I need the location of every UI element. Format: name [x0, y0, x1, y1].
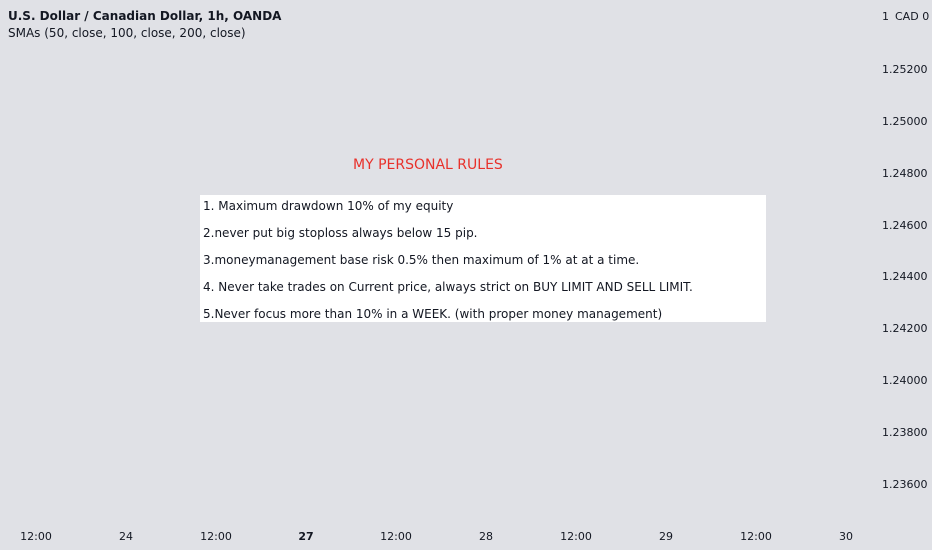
time-label: 30 [839, 530, 853, 543]
price-label: 1.23800 [882, 426, 928, 439]
time-label: 12:00 [20, 530, 52, 543]
rule-item-1: 1. Maximum drawdown 10% of my equity [203, 199, 454, 213]
time-label: 12:00 [200, 530, 232, 543]
price-label: 1.24400 [882, 270, 928, 283]
price-label: 1.24200 [882, 322, 928, 335]
price-label: 1.25200 [882, 63, 928, 76]
rule-item-3: 3.moneymanagement base risk 0.5% then maximum of 1% at at a time. [203, 253, 640, 267]
time-label: 12:00 [560, 530, 592, 543]
price-label: 1.24000 [882, 374, 928, 387]
time-label: 12:00 [380, 530, 412, 543]
price-label: 1.25000 [882, 115, 928, 128]
price-axis-header[interactable] [882, 10, 929, 23]
rule-item-5: 5.Never focus more than 10% in a WEEK. (with proper money management) [203, 307, 663, 321]
price-axis-header-value: 1 [882, 10, 889, 23]
time-label: 28 [479, 530, 493, 543]
symbol-legend-title[interactable]: U.S. Dollar / Canadian Dollar, 1h, OANDA [8, 9, 282, 23]
price-label: 1.23600 [882, 478, 928, 491]
price-axis-header-suffix: 0 [922, 10, 930, 23]
currency-label: CAD [895, 10, 919, 23]
price-label: 1.24600 [882, 219, 928, 232]
time-label: 12:00 [740, 530, 772, 543]
rule-item-2: 2.never put big stoploss always below 15 pip. [203, 226, 478, 240]
time-label: 29 [659, 530, 673, 543]
price-axis[interactable] [872, 0, 932, 522]
rule-item-4: 4. Never take trades on Current price, always strict on BUY LIMIT AND SELL LIMIT. [203, 280, 693, 294]
rules-text-box[interactable] [200, 195, 766, 322]
time-axis[interactable] [0, 522, 872, 550]
price-label: 1.24800 [882, 167, 928, 180]
sma-indicator-legend[interactable]: SMAs (50, close, 100, close, 200, close) [8, 26, 246, 40]
time-label-day-bold: 27 [298, 530, 314, 543]
time-label: 24 [119, 530, 133, 543]
rules-title-text[interactable]: MY PERSONAL RULES [353, 157, 503, 173]
